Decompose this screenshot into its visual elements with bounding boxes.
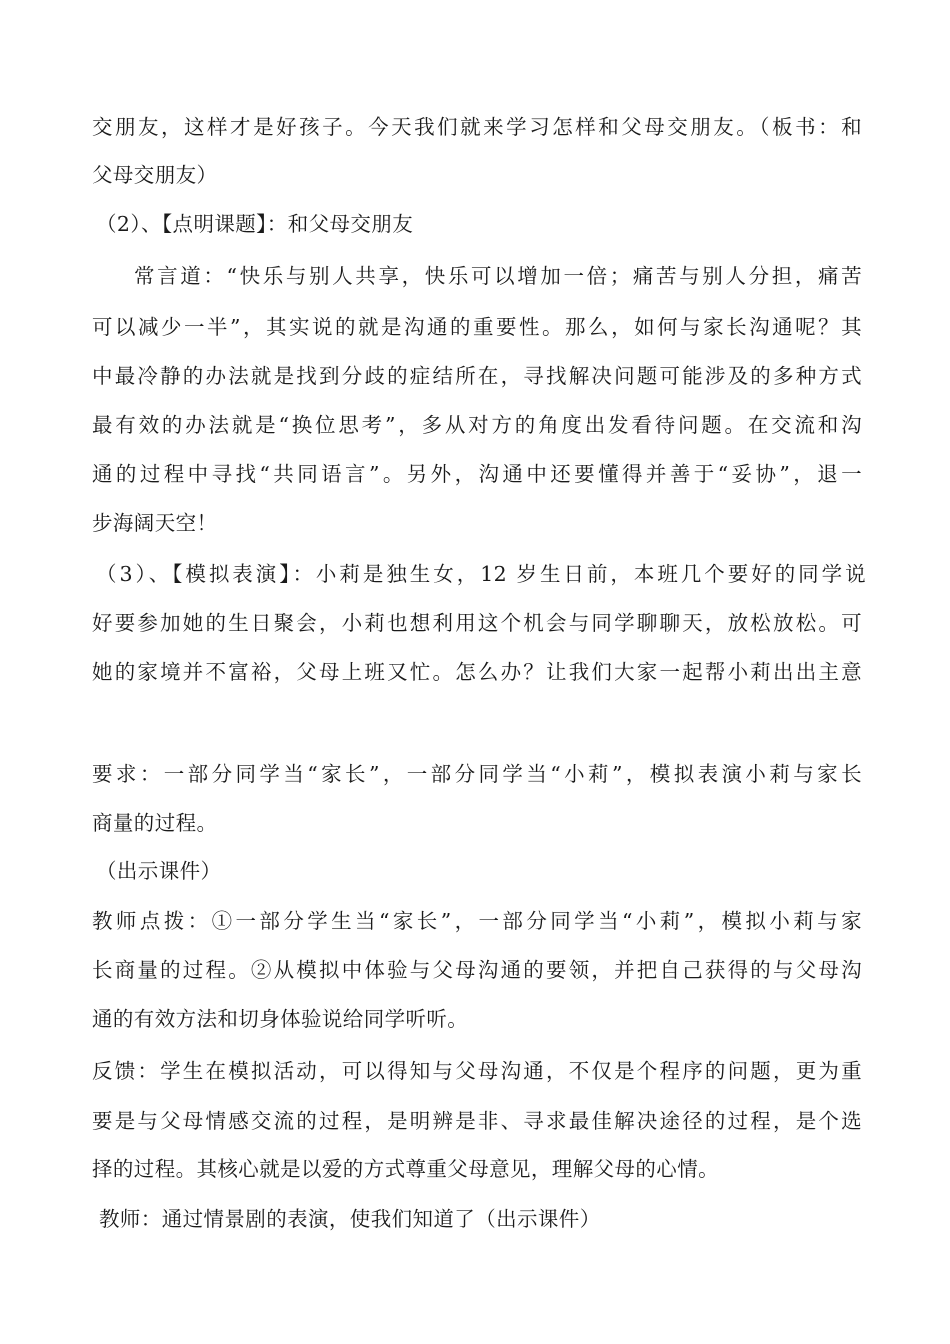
text-line: 教师：通过情景剧的表演，使我们知道了（出示课件） [99, 1207, 601, 1231]
text-line: （出示课件） [96, 859, 222, 883]
text-line: 长商量的过程。②从模拟中体验与父母沟通的要领，并把自己获得的与父母沟 [92, 958, 862, 982]
section-heading: （3）、【模拟表演】：小莉是独生女，12 岁生日前，本班几个要好的同学说 [96, 562, 866, 586]
section-heading: （2）、【点明课题】：和父母交朋友 [96, 212, 414, 236]
text-line: 最有效的办法就是“换位思考”，多从对方的角度出发看待问题。在交流和沟 [92, 413, 862, 437]
text-line: 择的过程。其核心就是以爱的方式尊重父母意见，理解父母的心情。 [92, 1157, 719, 1181]
text-line: 她的家境并不富裕，父母上班又忙。怎么办？让我们大家一起帮小莉出出主意 [92, 660, 862, 684]
text-line: 通的有效方法和切身体验说给同学听听。 [92, 1007, 469, 1031]
text-line: 可以减少一半”，其实说的就是沟通的重要性。那么，如何与家长沟通呢？其 [92, 315, 862, 339]
text-line: 中最冷静的办法就是找到分歧的症结所在，寻找解决问题可能涉及的多种方式 [92, 364, 862, 388]
text-line: 教师点拨：①一部分学生当“家长”，一部分同学当“小莉”，模拟小莉与家 [92, 909, 862, 933]
text-line: 要是与父母情感交流的过程，是明辨是非、寻求最佳解决途径的过程，是个选 [92, 1109, 862, 1133]
text-line: 父母交朋友） [92, 163, 218, 187]
text-line: 要求：一部分同学当“家长”，一部分同学当“小莉”，模拟表演小莉与家长 [92, 762, 862, 786]
text-line: 反馈：学生在模拟活动，可以得知与父母沟通，不仅是个程序的问题，更为重 [92, 1059, 862, 1083]
text-line: 好要参加她的生日聚会，小莉也想利用这个机会与同学聊聊天，放松放松。可 [92, 611, 862, 635]
text-line: 交朋友，这样才是好孩子。今天我们就来学习怎样和父母交朋友。（板书：和 [92, 115, 862, 139]
text-line: 商量的过程。 [92, 811, 218, 835]
text-line: 常言道：“快乐与别人共享，快乐可以增加一倍；痛苦与别人分担，痛苦 [134, 264, 862, 288]
text-line: 步海阔天空！ [92, 511, 218, 535]
text-line: 通的过程中寻找“共同语言”。另外，沟通中还要懂得并善于“妥协”，退一 [92, 462, 862, 486]
